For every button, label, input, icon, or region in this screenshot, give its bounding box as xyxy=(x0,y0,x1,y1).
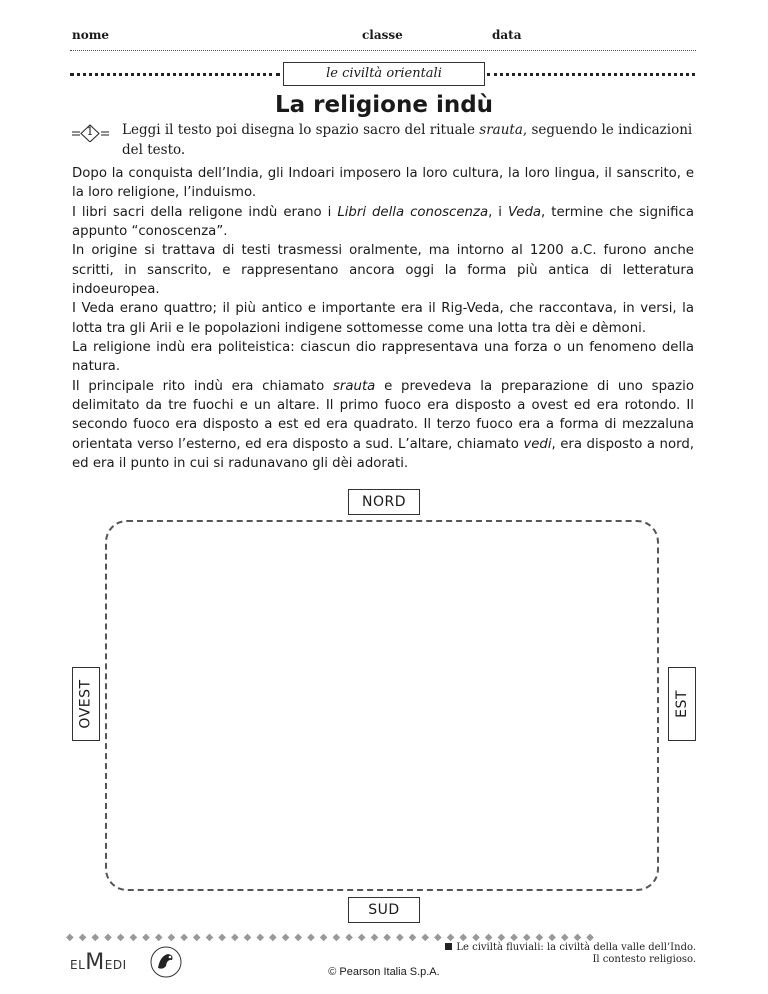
paragraph: Il principale rito indù era chiamato srauta e prevedeva la preparazione di uno spazio delimitato da tre fuochi e un altare. Il primo fuoco era disposto a ovest ed era rotondo. Il secondo fuoco era disposto a est ed era quadrato. Il terzo fuoco era a forma di mezzaluna orientata verso l’esterno, ed era disposto a sud. L’altare, chiamato vedi, era disposto a nord, ed era il punto in cui si radunavano gli dèi adorati. xyxy=(72,378,694,472)
reading-text xyxy=(72,164,694,474)
date-label: data xyxy=(492,28,522,42)
footer-decorative-border: ◆◆◆◆◆◆◆◆◆◆◆◆◆◆◆◆◆◆◆◆◆◆◆◆◆◆◆◆◆◆◆◆◆◆◆◆◆◆◆◆◆◆ xyxy=(66,932,599,943)
publisher-logo: ELMEDI xyxy=(70,950,127,975)
south-label: SUD xyxy=(348,897,420,923)
east-label: EST xyxy=(668,667,696,741)
category-dots-left xyxy=(70,73,280,76)
exercise-instruction: Leggi il testo poi disegna lo spazio sacro del rituale srauta, seguendo le indicazioni del testo. xyxy=(122,122,693,158)
exercise-number-badge xyxy=(72,124,120,146)
paragraph: La religione indù era politeistica: ciascun dio rappresentava una forza o un fenomeno della natura. xyxy=(72,340,694,375)
class-label: classe xyxy=(362,28,403,42)
paragraph: I Veda erano quattro; il più antico e importante era il Rig-Veda, che raccontava, in versi, la lotta tra gli Arii e le popolazioni indigene sottomesse come una lotta tra dèi e dèmoni. xyxy=(72,301,694,336)
paragraph: In origine si trattava di testi trasmessi oralmente, ma intorno al 1200 a.C. furono anche scritti, in sanscrito, e rappresentano ancora oggi la forma più antica di letteratura indoeuropea. xyxy=(72,243,694,298)
page-title: La religione indù xyxy=(274,92,494,118)
paragraph: Dopo la conquista dell’India, gli Indoari imposero la loro cultura, la loro lingua, il sanscrito, e la loro religione, l’induismo. xyxy=(72,166,694,201)
category-dots-right xyxy=(487,73,695,76)
copyright-notice: © Pearson Italia S.p.A. xyxy=(328,966,440,978)
header-divider xyxy=(70,50,696,51)
name-label: nome xyxy=(72,28,110,42)
north-label: NORD xyxy=(348,489,420,515)
footer-topic-note: Le civiltà fluviali: la civiltà della valle dell’Indo. Il contesto religioso. xyxy=(445,942,696,966)
drawing-area[interactable] xyxy=(105,520,659,891)
category-label: le civiltà orientali xyxy=(283,62,485,86)
paragraph: I libri sacri della religone indù erano i Libri della conoscenza, i Veda, termine che significa appunto “conoscenza”. xyxy=(72,204,694,240)
bullet-square-icon xyxy=(445,943,452,950)
west-label: OVEST xyxy=(72,667,100,741)
exercise-number: 1 xyxy=(86,125,94,138)
